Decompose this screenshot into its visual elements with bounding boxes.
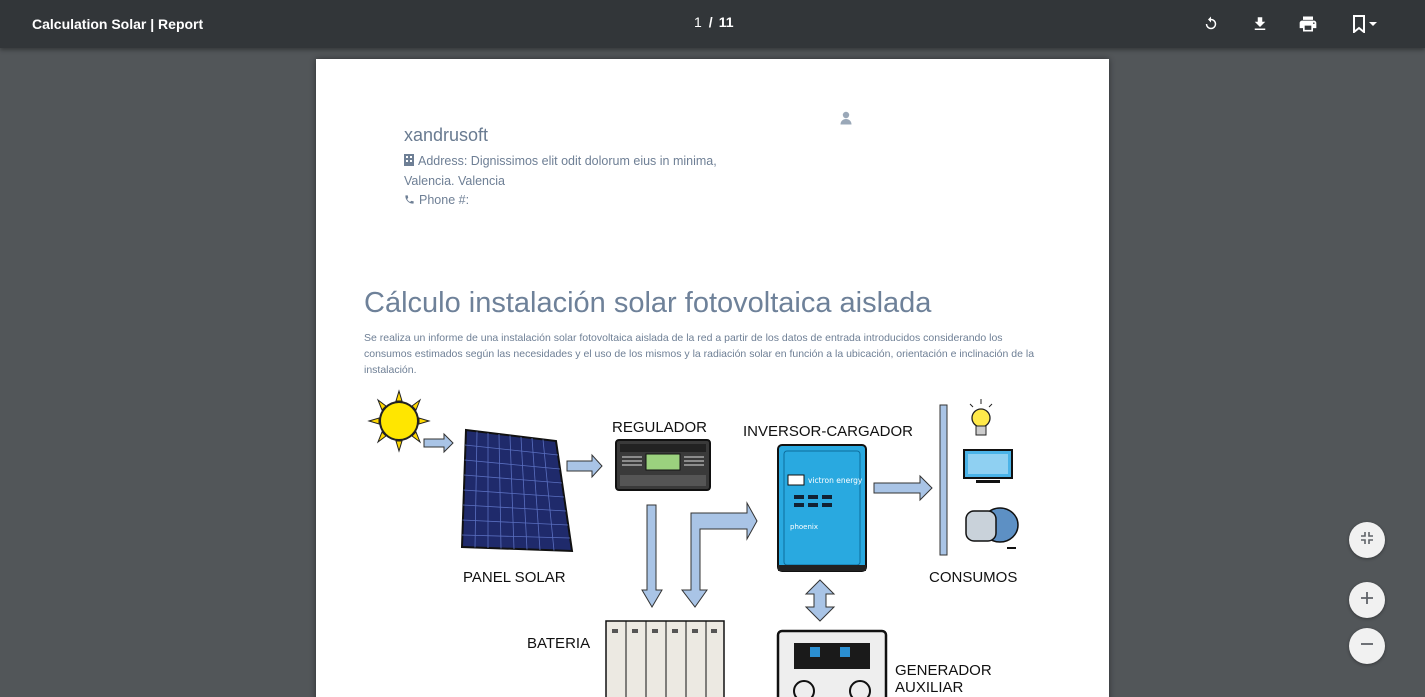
fit-to-page-button[interactable]	[1349, 522, 1385, 558]
label-battery: BATERIA	[527, 635, 591, 652]
page-separator: /	[708, 14, 713, 30]
sun-graphic	[369, 391, 429, 451]
svg-text:phoenix: phoenix	[790, 523, 818, 531]
report-intro: Se realiza un informe de una instalación solar fotovoltaica aislada de la red a partir de los datos de entrada introducidos considerando los consumos estimados según las necesidades y el uso de los mismos y la radiación solar en función a la ubicación, orientación e inclinación de la instalación.	[364, 332, 1035, 376]
zoom-out-icon	[1360, 637, 1374, 656]
document-title: Calculation Solar | Report	[32, 16, 204, 32]
inverter-charger-graphic	[778, 445, 866, 571]
solar-installation-diagram	[364, 385, 1040, 697]
label-consumption: CONSUMOS	[929, 569, 1018, 586]
generator-graphic	[778, 631, 886, 697]
rotate-button[interactable]	[1199, 12, 1223, 36]
bookmark-menu-button[interactable]	[1346, 12, 1384, 36]
print-button[interactable]	[1296, 12, 1320, 36]
zoom-in-icon	[1360, 591, 1374, 610]
user-icon	[840, 111, 852, 130]
label-generator-line2: AUXILIAR	[895, 679, 964, 696]
company-phone: Phone #:	[419, 193, 470, 207]
company-block	[404, 125, 724, 211]
pdf-toolbar	[0, 0, 1425, 48]
fit-page-icon	[1360, 531, 1374, 550]
label-solar-panel: PANEL SOLAR	[463, 569, 566, 586]
total-pages: 11	[718, 14, 734, 30]
bookmark-icon	[1351, 15, 1367, 33]
television-graphic	[964, 450, 1012, 483]
battery-bank-graphic	[606, 621, 724, 697]
light-bulb-graphic	[970, 399, 992, 435]
regulator-graphic	[616, 440, 710, 490]
label-inverter-charger: INVERSOR-CARGADOR	[743, 423, 914, 440]
building-icon	[404, 153, 414, 172]
company-address-line	[404, 152, 724, 191]
company-address: Address: Dignissimos elit odit dolorum eius in minima, Valencia. Valencia	[404, 154, 717, 188]
download-button[interactable]	[1248, 12, 1272, 36]
zoom-in-button[interactable]	[1349, 582, 1385, 618]
report-title: Cálculo instalación solar fotovoltaica aislada	[364, 287, 932, 319]
current-page-number[interactable]: 1	[694, 14, 702, 30]
solar-panel-graphic	[462, 430, 572, 551]
print-icon	[1298, 14, 1318, 34]
document-viewer[interactable]	[0, 48, 1425, 697]
zoom-out-button[interactable]	[1349, 628, 1385, 664]
pdf-page	[316, 59, 1109, 697]
label-generator-line1: GENERADOR	[895, 662, 992, 679]
page-indicator	[694, 14, 734, 30]
svg-text:victron energy: victron energy	[808, 476, 863, 485]
download-icon	[1251, 15, 1269, 33]
water-pump-graphic	[966, 508, 1018, 548]
company-name: xandrusoft	[404, 125, 489, 145]
rotate-icon	[1202, 15, 1220, 33]
phone-icon	[404, 192, 415, 211]
label-regulator: REGULADOR	[612, 419, 708, 436]
chevron-down-icon	[1367, 20, 1379, 28]
company-phone-line	[404, 191, 724, 211]
